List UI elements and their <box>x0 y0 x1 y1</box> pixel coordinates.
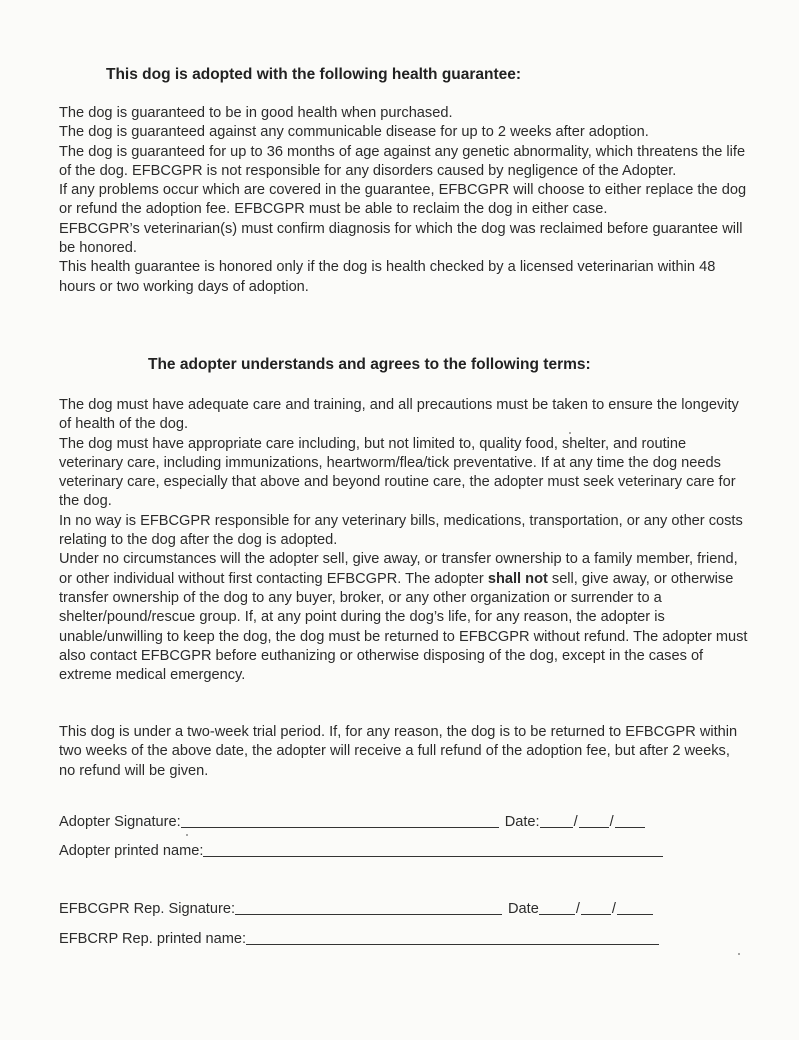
rep-signature-field[interactable] <box>235 900 502 915</box>
rep-signature-row <box>59 900 653 917</box>
guarantee-item: EFBCGPR’s veterinarian(s) must confirm diagnosis for which the dog was reclaimed before guarantee will be honored. <box>59 220 743 257</box>
adopter-signature-row <box>59 813 645 830</box>
terms-text: Under no circumstances will the adopter sell, give away, or transfer ownership to a family member, friend, or other individual without first contacting EFBCGPR. The adopter <box>59 551 738 587</box>
guarantee-item: If any problems occur which are covered in the guarantee, EFBCGPR will choose to either replace the dog or refund the adoption fee. EFBCGPR must be able to reclaim the dog in either case. <box>59 182 747 218</box>
guarantee-item: The dog is guaranteed against any communicable disease for up to 2 weeks after adoption. <box>59 124 649 141</box>
rep-date-day-field[interactable] <box>581 900 611 915</box>
shall-not-emphasis: shall not <box>487 570 548 587</box>
date-separator: / <box>611 901 616 917</box>
adopter-date-day-field[interactable] <box>579 813 609 828</box>
terms-item: In no way is EFBCGPR responsible for any veterinary bills, medications, transportation, or any other costs relating to the dog after the dog is adopted. <box>59 512 743 549</box>
date-separator: / <box>575 901 580 917</box>
rep-name-label: EFBCRP Rep. printed name: <box>59 931 247 947</box>
date-separator: / <box>573 814 578 830</box>
adopter-date-year-field[interactable] <box>615 813 645 828</box>
adopter-name-field[interactable] <box>203 842 663 857</box>
guarantee-item: The dog is guaranteed to be in good health when purchased. <box>59 105 453 121</box>
rep-name-row <box>59 930 659 947</box>
adopter-name-label: Adopter printed name: <box>59 843 204 859</box>
terms-heading: The adopter understands and agrees to the following terms: <box>148 356 591 373</box>
adopter-date-month-field[interactable] <box>540 813 573 828</box>
terms-text: sell, give away, or otherwise transfer ownership of the dog to any buyer, broker, or any other organization or surrender to a shelter/pound/rescue group. If, at any point during the dog’s life, for any reason, the adopter is unable/unwilling to keep the dog, the dog must be returned to EFBCGPR without refund. The adopter must also contact EFBCGPR before euthanizing or otherwise disposing of the dog, except in the cases of extreme medical emergency. <box>59 570 748 684</box>
rep-signature-label: EFBCGPR Rep. Signature: <box>59 901 236 917</box>
scan-speck <box>569 432 571 434</box>
adopter-name-row <box>59 842 663 859</box>
health-guarantee-heading: This dog is adopted with the following health guarantee: <box>106 66 522 83</box>
adopter-date-label: Date: <box>504 814 540 830</box>
rep-name-field[interactable] <box>246 930 659 945</box>
scan-speck <box>738 953 740 955</box>
health-guarantee-list <box>59 104 749 297</box>
terms-list <box>59 396 749 685</box>
date-separator: / <box>609 814 614 830</box>
guarantee-item: This health guarantee is honored only if the dog is health checked by a licensed veterinarian within 48 hours or two working days of adoption. <box>59 259 716 295</box>
scan-speck <box>186 834 188 836</box>
rep-date-month-field[interactable] <box>539 900 575 915</box>
terms-item: The dog must have adequate care and training, and all precautions must be taken to ensure the longevity of health of the dog. <box>59 397 739 433</box>
adopter-signature-field[interactable] <box>181 813 499 828</box>
terms-item: The dog must have appropriate care including, but not limited to, quality food, shelter, and routine veterinary care, including immunizations, heartworm/flea/tick preventative. If at any time the dog needs veterinary care, especially that above and beyond routine care, the adopter must seek veterinary care for the dog. <box>59 435 736 510</box>
rep-date-year-field[interactable] <box>617 900 653 915</box>
terms-item <box>59 550 749 685</box>
adopter-signature-label: Adopter Signature: <box>59 814 181 830</box>
guarantee-item: The dog is guaranteed for up to 36 months of age against any genetic abnormality, which threatens the life of the dog. EFBCGPR is not responsible for any disorders caused by negligence of the Adopter. <box>59 143 746 179</box>
rep-date-label: Date <box>508 901 539 917</box>
trial-period-paragraph: This dog is under a two-week trial period. If, for any reason, the dog is to be returned to EFBCGPR within two weeks of the above date, the adopter will receive a full refund of the adoption fee, but after 2 weeks, no refund will be given. <box>59 724 738 779</box>
